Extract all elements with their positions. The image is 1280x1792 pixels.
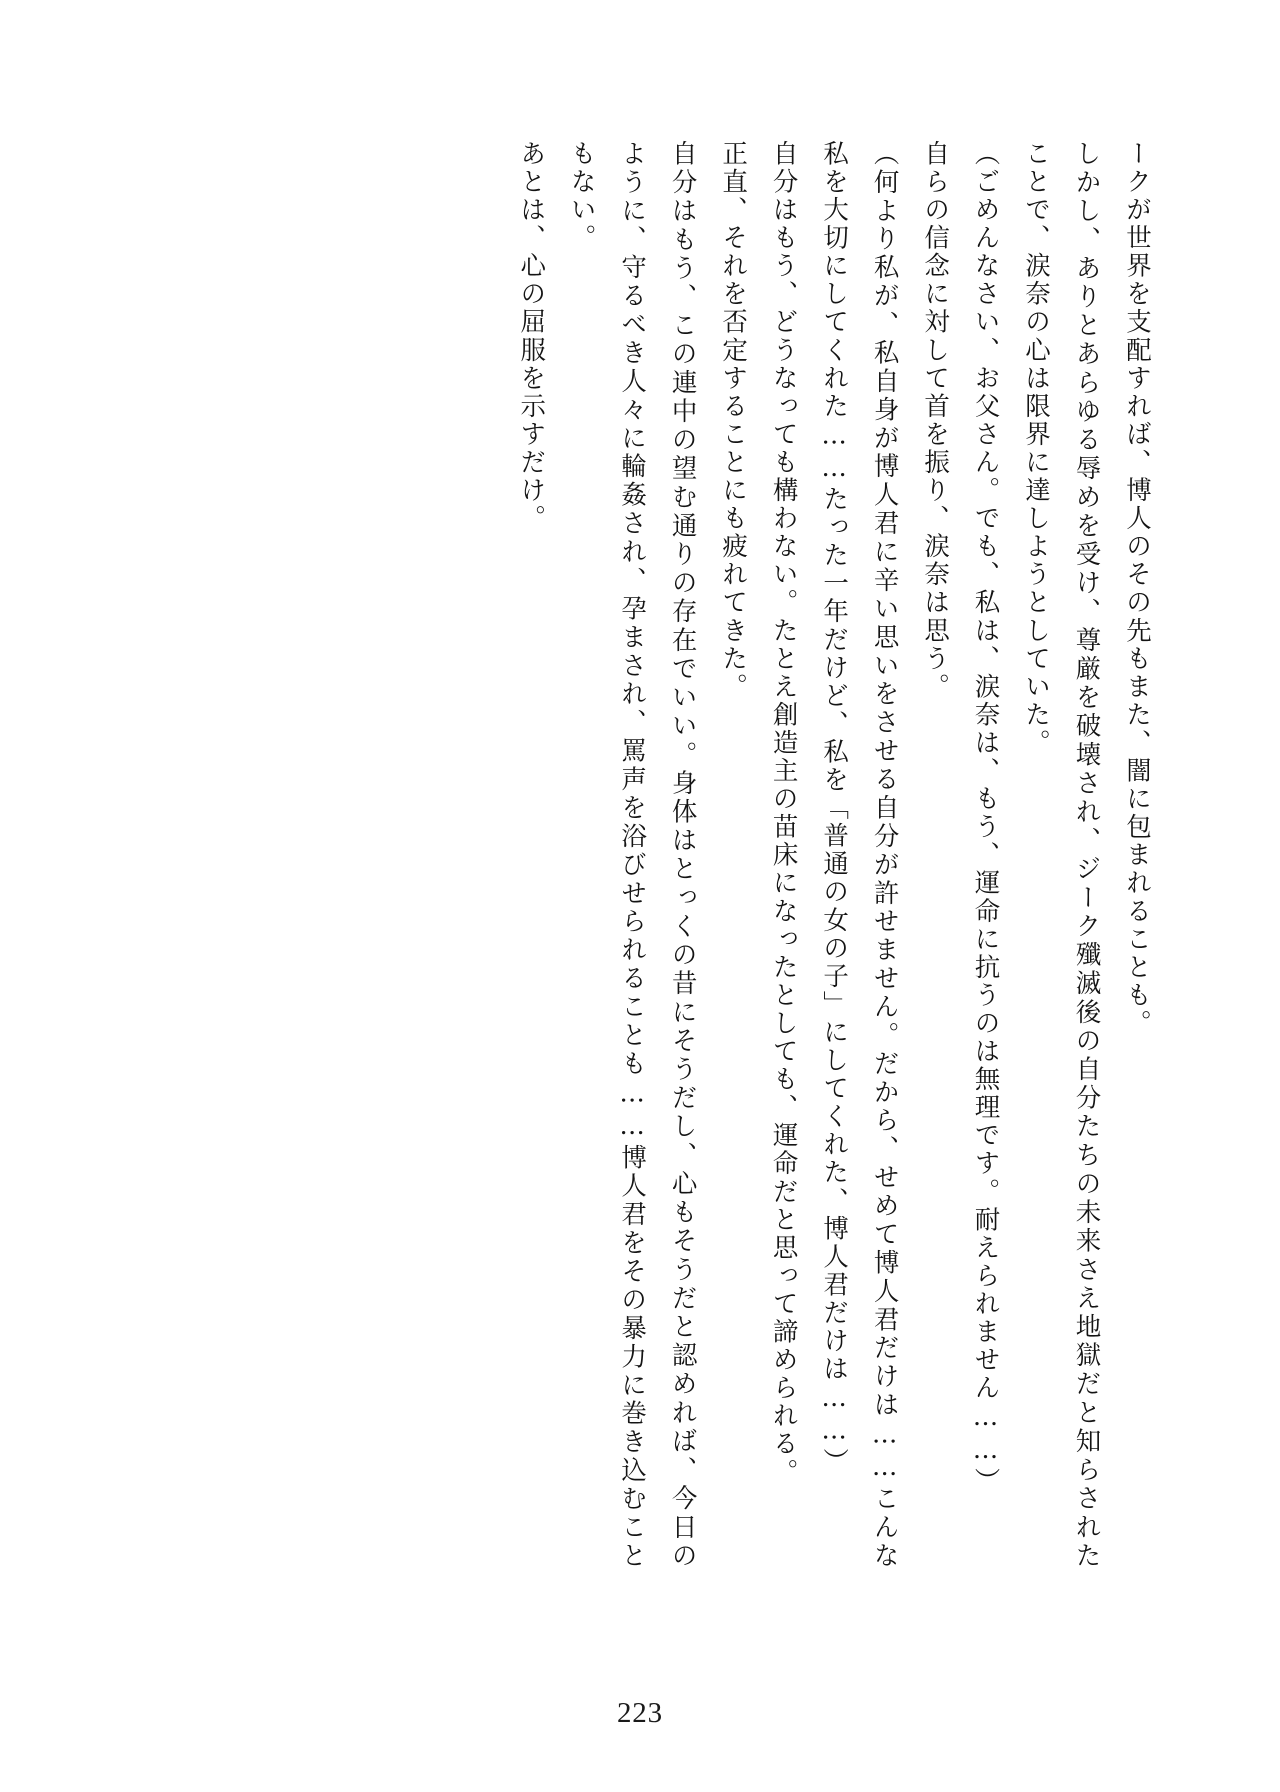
paragraph: 自分はもう、どうなっても構わない。たとえ創造主の苗床になったとしても、運命だと思って諦められる。 — [768, 140, 799, 1487]
paragraph: 正直、それを否定することにも疲れてきた。 — [718, 140, 749, 701]
paragraph: （ごめんなさい、お父さん。でも、私は、涙奈は、もう、運命に抗うのは無理です。耐えられません……） — [970, 140, 1001, 1496]
paragraph: （何より私が、私自身が博人君に辛い思いをさせる自分が許せません。だから、せめて博人君だけは……こんな私を大切にしてくれた……たった一年だけど、私を「普通の女の子」にしてくれた、博人君だけは……） — [819, 140, 900, 1570]
page-number: 223 — [616, 1697, 664, 1729]
paragraph: しかし、ありとあらゆる辱めを受け、尊厳を破壊され、ジーク殲滅後の自分たちの未来さえ地獄だと知らされたことで、涙奈の心は限界に達しようとしていた。 — [1021, 140, 1102, 1570]
paragraph: 自らの信念に対して首を振り、涙奈は思う。 — [920, 140, 951, 701]
page-body-text — [142, 140, 1162, 1570]
paragraph: ークが世界を支配すれば、博人のその先もまた、闇に包まれることも。 — [1122, 140, 1152, 1038]
paragraph: あとは、心の屈服を示すだけ。 — [516, 140, 547, 533]
paragraph: 自分はもう、この連中の望む通りの存在でいい。身体はとっくの昔にそうだし、心もそうだと認めれば、今日のように、守るべき人々に輪姦され、孕まされ、罵声を浴びせられることも……博人君をその暴力に巻き込むこともない。 — [566, 140, 698, 1570]
